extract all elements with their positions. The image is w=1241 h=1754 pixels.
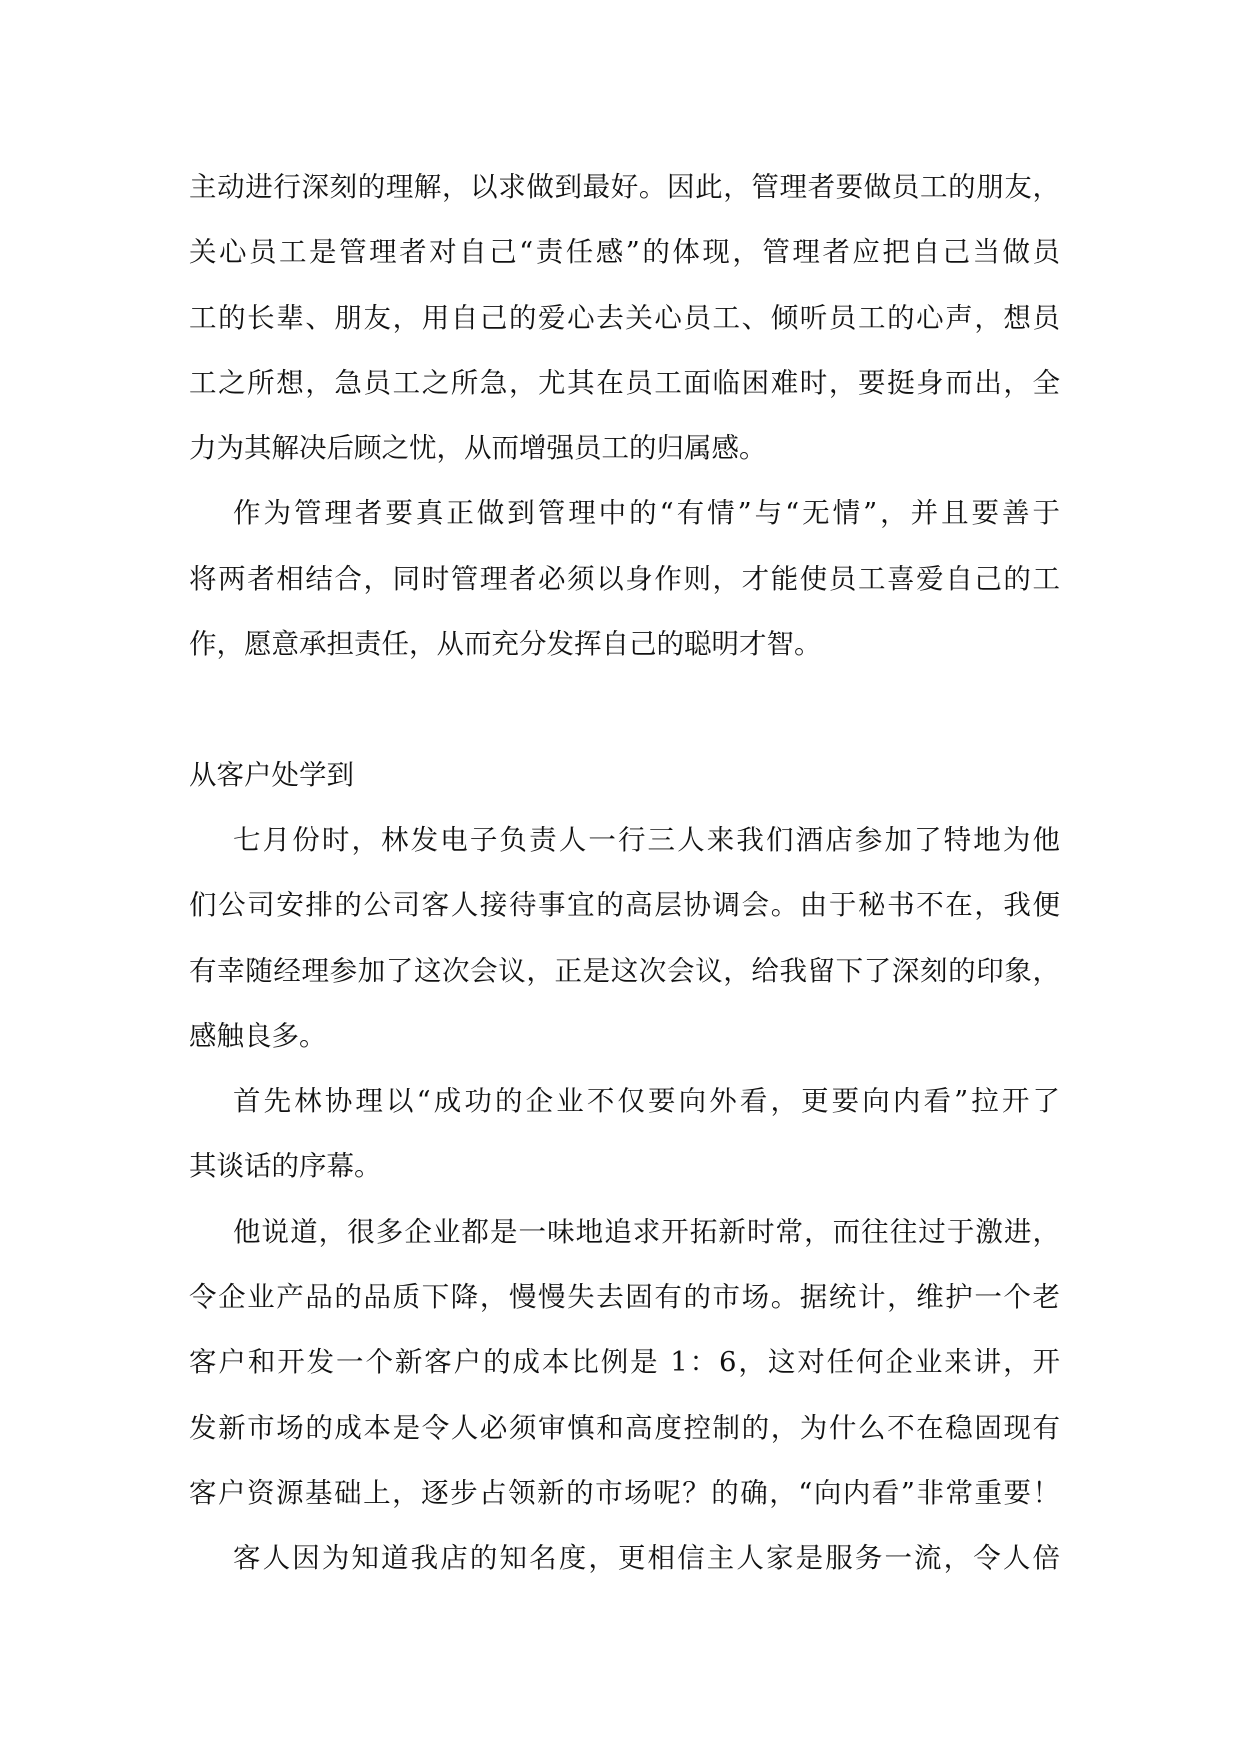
paragraph-line: 感触良多。 xyxy=(189,1019,327,1052)
paragraph-line: 主动进行深刻的理解，以求做到最好。因此，管理者要做员工的朋友， xyxy=(189,171,1060,203)
paragraph xyxy=(189,1200,1060,1526)
paragraph-line: 工之所想，急员工之所急，尤其在员工面临困难时，要挺身而出，全 xyxy=(189,366,1060,399)
paragraph-line: 发新市场的成本是令人必须审慎和高度控制的，为什么不在稳固现有 xyxy=(189,1411,1060,1444)
paragraph-line: 工的长辈、朋友，用自己的爱心去关心员工、倾听员工的心声，想员 xyxy=(189,301,1060,334)
paragraph-line: 其谈话的序幕。 xyxy=(189,1150,382,1183)
paragraph-line: 作，愿意承担责任，从而充分发挥自己的聪明才智。 xyxy=(189,628,822,661)
paragraph-line: 们公司安排的公司客人接待事宜的高层协调会。由于秘书不在，我便 xyxy=(189,889,1060,922)
section-heading: 从客户处学到 xyxy=(189,758,354,791)
paragraph xyxy=(189,1526,1060,1591)
paragraph xyxy=(189,481,1060,677)
paragraph xyxy=(189,1069,1060,1200)
paragraph-line: 首先林协理以“成功的企业不仅要向外看，更要向内看”拉开了 xyxy=(233,1085,1060,1118)
paragraph-line: 力为其解决后顾之忧，从而增强员工的归属感。 xyxy=(189,432,767,465)
paragraph-line: 七月份时，林发电子负责人一行三人来我们酒店参加了特地为他 xyxy=(233,823,1060,856)
paragraph-line: 令企业产品的品质下降，慢慢失去固有的市场。据统计，维护一个老 xyxy=(189,1281,1060,1314)
paragraph xyxy=(189,155,1060,481)
paragraph-line: 关心员工是管理者对自己“责任感”的体现，管理者应把自己当做员 xyxy=(189,236,1060,269)
document-page xyxy=(189,155,1060,1592)
paragraph-line: 客人因为知道我店的知名度，更相信主人家是服务一流，令人倍 xyxy=(233,1542,1060,1575)
paragraph-line: 客户和开发一个新客户的成本比例是 1：6，这对任何企业来讲，开 xyxy=(189,1346,1060,1379)
paragraph-line: 将两者相结合，同时管理者必须以身作则，才能使员工喜爱自己的工 xyxy=(189,562,1060,595)
paragraph-line: 作为管理者要真正做到管理中的“有情”与“无情”，并且要善于 xyxy=(233,497,1060,530)
paragraph-line: 有幸随经理参加了这次会议，正是这次会议，给我留下了深刻的印象， xyxy=(189,954,1060,987)
paragraph xyxy=(189,808,1060,1069)
paragraph-line: 他说道，很多企业都是一味地追求开拓新时常，而往往过于激进， xyxy=(233,1215,1060,1248)
blank-line xyxy=(189,677,1060,742)
paragraph-line: 客户资源基础上，逐步占领新的市场呢？的确，“向内看”非常重要！ xyxy=(189,1476,1060,1509)
